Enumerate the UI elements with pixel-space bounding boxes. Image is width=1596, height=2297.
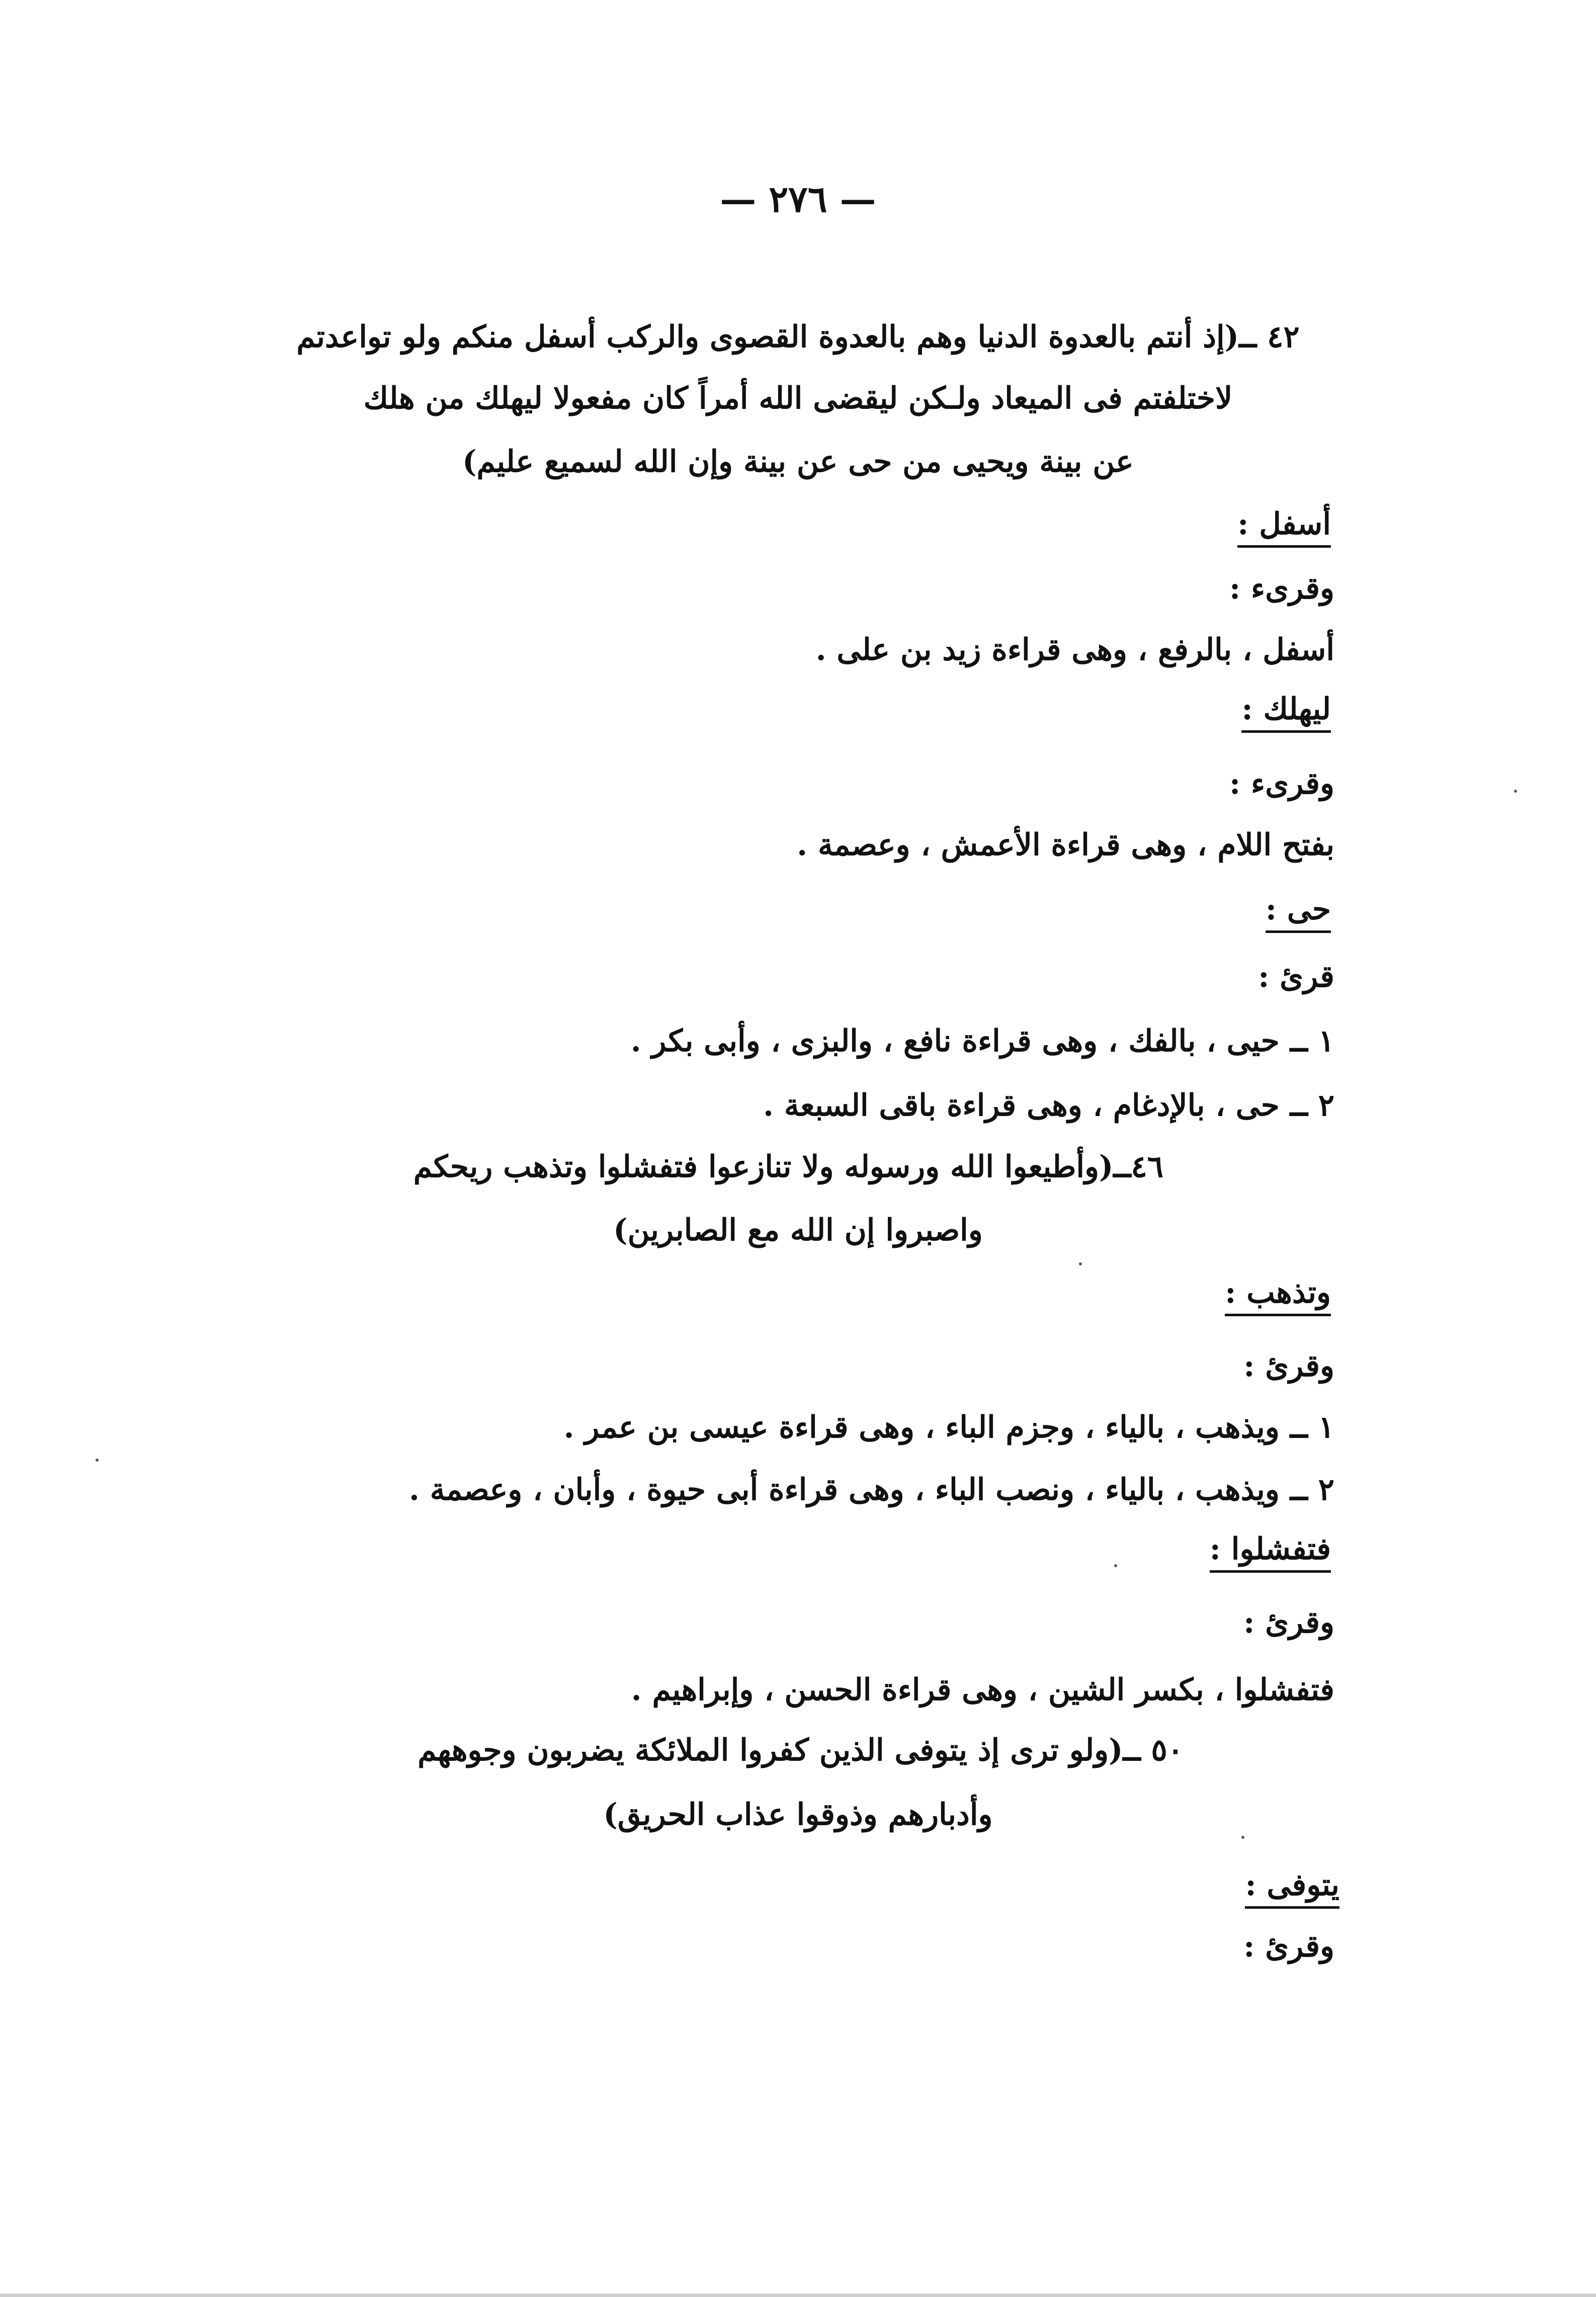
scan-speck — [96, 1459, 99, 1462]
reading-label: وقرىء : — [1229, 766, 1334, 801]
heading-hayy: حى : — [1266, 894, 1331, 933]
reading-text: فتفشلوا ، بكسر الشين ، وهى قراءة الحسن ، وإبراهيم . — [631, 1672, 1334, 1708]
reading-label: وقرئ : — [1243, 1929, 1334, 1964]
scan-speck — [1079, 1262, 1082, 1265]
page-number: — ٢٧٦ — — [720, 178, 876, 220]
reading-label: وقرىء : — [1229, 571, 1334, 606]
reading-text: ٢ ــ ويذهب ، بالياء ، ونصب الباء ، وهى قراءة أبى حيوة ، وأبان ، وعصمة . — [408, 1472, 1334, 1507]
scan-speck — [1514, 790, 1517, 793]
heading-yatawaffa: يتوفى : — [1245, 1870, 1339, 1909]
verse-46-line-1: ٤٦ــ(وأطيعوا الله ورسوله ولا تنازعوا فتفشلوا وتذهب ريحكم — [413, 1149, 1163, 1184]
verse-42-line-2: لاختلفتم فى الميعاد ولـكن ليقضى الله أمراً كان مفعولا ليهلك من هلك — [363, 381, 1233, 416]
scan-speck — [1241, 1836, 1244, 1839]
heading-yahlik: ليهلك : — [1241, 694, 1331, 733]
reading-label: قرئ : — [1258, 959, 1334, 994]
reading-label: وقرئ : — [1243, 1348, 1334, 1384]
heading-fatafshalu: فتفشلوا : — [1210, 1534, 1331, 1573]
verse-50-line-2: وأدبارهم وذوقوا عذاب الحريق) — [603, 1797, 993, 1832]
verse-42-line-3: عن بينة ويحيى من حى عن بينة وإن الله لسميع عليم) — [462, 444, 1134, 479]
scan-speck — [1114, 1564, 1117, 1567]
heading-tadhhab: وتذهب : — [1225, 1278, 1331, 1316]
reading-text: ١ ــ ويذهب ، بالياء ، وجزم الباء ، وهى قراءة عيسى بن عمر . — [563, 1410, 1334, 1445]
verse-46-line-2: واصبروا إن الله مع الصابرين) — [613, 1213, 983, 1248]
reading-text: بفتح اللام ، وهى قراءة الأعمش ، وعصمة . — [797, 827, 1334, 863]
verse-42-line-1: ٤٢ ــ(إذ أنتم بالعدوة الدنيا وهم بالعدوة القصوى والركب أسفل منكم ولو تواعدتم — [296, 319, 1300, 355]
reading-label: وقرئ : — [1243, 1605, 1334, 1640]
heading-asfal: أسفل : — [1237, 509, 1331, 548]
reading-text: ٢ ــ حى ، بالإدغام ، وهى قراءة باقى السبعة . — [763, 1088, 1334, 1123]
verse-50-line-1: ٥٠ ــ(ولو ترى إذ يتوفى الذين كفروا الملائكة يضربون وجوههم — [417, 1733, 1184, 1768]
reading-text: ١ ــ حيى ، بالفك ، وهى قراءة نافع ، والبزى ، وأبى بكر . — [630, 1024, 1334, 1059]
page-bottom-border — [0, 2293, 1596, 2297]
reading-text: أسفل ، بالرفع ، وهى قراءة زيد بن على . — [815, 632, 1334, 667]
